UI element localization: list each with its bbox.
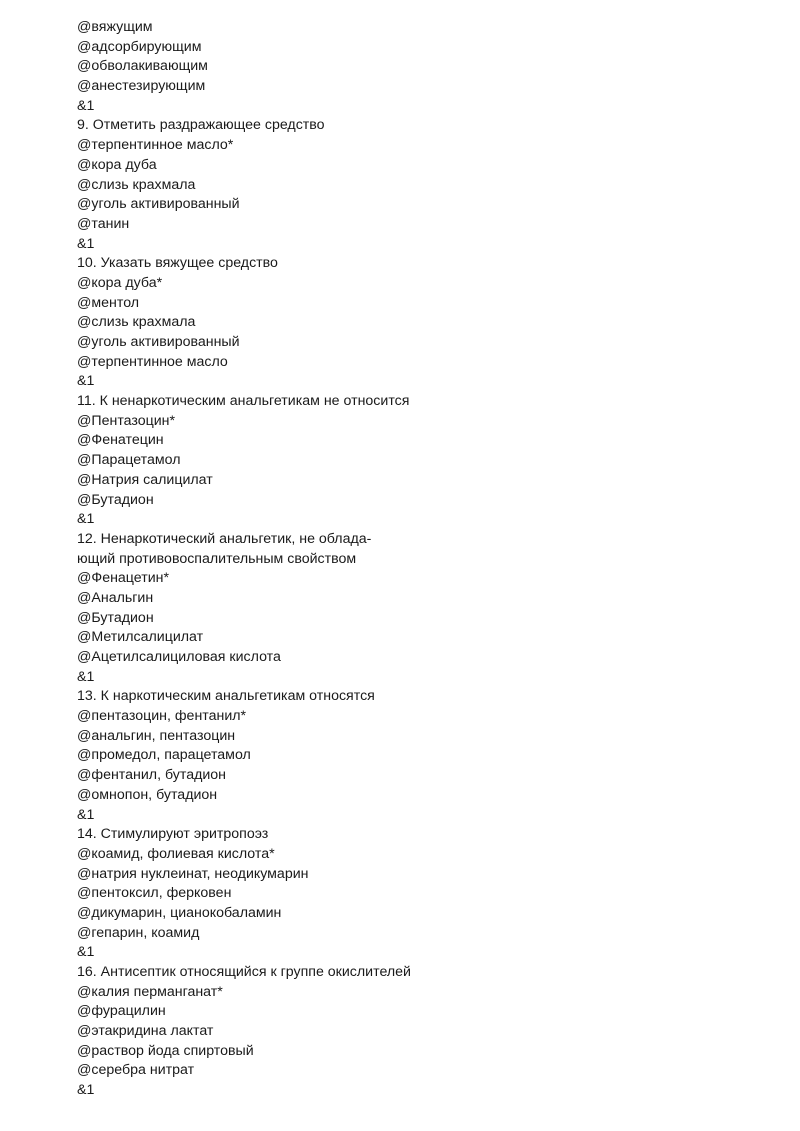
text-line: 9. Отметить раздражающее средство (77, 117, 325, 134)
text-line: @слизь крахмала (77, 314, 196, 331)
text-line: 11. К ненаркотическим анальгетикам не относится (77, 393, 410, 410)
text-line: @Ацетилсалициловая кислота (77, 649, 281, 665)
text-line: @терпентинное масло* (77, 137, 234, 154)
text-line: @уголь активированный (77, 334, 240, 350)
text-line: @дикумарин, цианокобаламин (77, 904, 282, 921)
text-line: @Пентазоцин* (77, 412, 176, 429)
text-line: @Фенатецин (77, 432, 164, 449)
text-line: @пентазоцин, фентанил* (77, 708, 247, 725)
text-line: @Бутадион (77, 609, 154, 626)
text-line: @калия перманганат* (77, 983, 223, 1000)
text-line: &1 (77, 373, 95, 390)
text-line: @фентанил, бутадион (77, 767, 227, 784)
text-line: @омнопон, бутадион (77, 786, 218, 803)
text-line: @уголь активированный (77, 196, 240, 213)
text-line: @адсорбирующим (77, 38, 202, 55)
text-line: @фурацилин (77, 1003, 166, 1020)
text-line: @натрия нуклеинат, неодикумарин (77, 865, 309, 882)
text-line: @Бутадион (77, 491, 154, 508)
text-line: @вяжущим (77, 19, 153, 35)
document-text (77, 18, 777, 1101)
text-line: @слизь крахмала (77, 176, 196, 193)
text-line: @промедол, парацетамол (77, 747, 251, 764)
text-line: @ментол (77, 294, 140, 311)
text-line: ющий противовоспалительным свойством (77, 550, 357, 567)
text-line: 16. Антисептик относящийся к группе окислителей (77, 964, 411, 980)
text-line: &1 (77, 511, 95, 528)
text-line: @Анальгин (77, 589, 154, 606)
text-line: @кора дуба (77, 156, 157, 173)
text-line: @гепарин, коамид (77, 924, 200, 941)
text-line: @терпентинное масло (77, 353, 228, 370)
text-line: &1 (77, 97, 95, 114)
text-line: @танин (77, 215, 130, 232)
text-line: @Фенацетин* (77, 570, 169, 587)
text-line: &1 (77, 806, 95, 823)
text-line: &1 (77, 235, 95, 252)
text-line: @коамид, фолиевая кислота* (77, 845, 275, 862)
text-line: @Парацетамол (77, 452, 181, 469)
text-line: @этакридина лактат (77, 1023, 214, 1040)
text-line: @обволакивающим (77, 58, 208, 75)
text-line: @Натрия салицилат (77, 471, 213, 488)
text-line: 10. Указать вяжущее средство (77, 255, 278, 272)
text-line: @пентоксил, ферковен (77, 885, 232, 902)
text-line: &1 (77, 944, 95, 961)
text-line: &1 (77, 1082, 95, 1099)
text-line: @Метилсалицилат (77, 629, 204, 646)
text-line: 14. Стимулируют эритропоэз (77, 826, 269, 843)
text-line: @анальгин, пентазоцин (77, 727, 236, 744)
text-line: @кора дуба* (77, 274, 163, 291)
text-line: @анестезирующим (77, 78, 206, 95)
text-line: &1 (77, 668, 95, 685)
text-line: @серебра нитрат (77, 1062, 195, 1079)
text-line: @раствор йода спиртовый (77, 1042, 254, 1059)
text-line: 13. К наркотическим анальгетикам относятся (77, 688, 375, 705)
text-line: 12. Ненаркотический анальгетик, не облада- (77, 530, 372, 547)
